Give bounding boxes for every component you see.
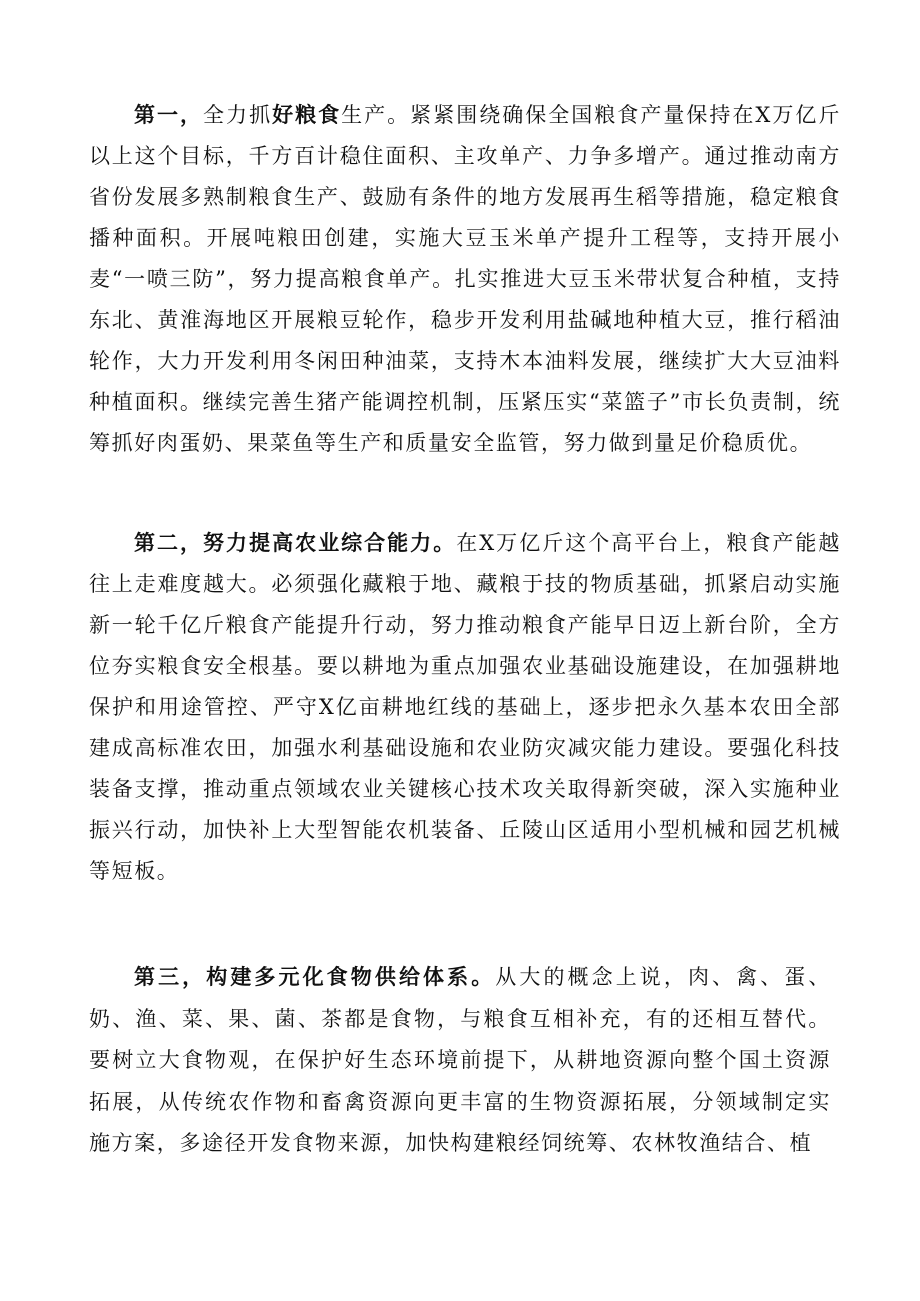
paragraph-third (89, 956, 831, 1165)
paragraph-lead: 第三，构建多元化食物供给体系。 (134, 964, 496, 989)
paragraph-text: 生产。紧紧围绕确保全国粮食产量保持在X万亿斤以上这个目标，千方百计稳住面积、主攻单产、力争多增产。通过推动南方省份发展多熟制粮食生产、鼓励有条件的地方发展再生稻等措施，稳定粮食播种面积。开展吨粮田创建，实施大豆玉米单产提升工程等，支持开展小麦“一喷三防”，努力提高粮食单产。扎实推进大豆玉米带状复合种植，支持东北、黄淮海地区开展粮豆轮作，稳步开发利用盐碱地种植大豆，推行稻油轮作，大力开发利用冬闲田种油菜，支持木本油料发展，继续扩大大豆油料种植面积。继续完善生猪产能调控机制，压紧压实“菜篮子”市长负责制，统筹抓好肉蛋奶、果菜鱼等生产和质量安全监管，努力做到量足价稳质优。 (89, 103, 841, 455)
paragraph-emphasis: 好粮食 (272, 102, 342, 127)
paragraph-text: 从大的概念上说，肉、禽、蛋、奶、渔、菜、果、菌、茶都是食物，与粮食互相补充，有的还相互替代。要树立大食物观，在保护好生态环境前提下，从耕地资源向整个国土资源拓展，从传统农作物和畜禽资源向更丰富的生物资源拓展，分领域制定实施方案，多途径开发食物来源，加快构建粮经饲统筹、农林牧渔结合、植 (89, 965, 831, 1155)
paragraph-first (89, 94, 841, 464)
paragraph-lead: 第二，努力提高农业综合能力。 (134, 530, 457, 555)
paragraph-lead: 第一， (134, 102, 204, 127)
paragraph-text: 在X万亿斤这个高平台上，粮食产能越往上走难度越大。必须强化藏粮于地、藏粮于技的物质基础，抓紧启动实施新一轮千亿斤粮食产能提升行动，努力推动粮食产能早日迈上新台阶，全方位夯实粮食安全根基。要以耕地为重点加强农业基础设施建设，在加强耕地保护和用途管控、严守X亿亩耕地红线的基础上，逐步把永久基本农田全部建成高标准农田，加强水利基础设施和农业防灾减灾能力建设。要强化科技装备支撑，推动重点领域农业关键核心技术攻关取得新突破，深入实施种业振兴行动，加快补上大型智能农机装备、丘陵山区适用小型机械和园艺机械等短板。 (89, 531, 841, 883)
paragraph-second (89, 522, 841, 892)
paragraph-text: 全力抓 (203, 103, 273, 127)
